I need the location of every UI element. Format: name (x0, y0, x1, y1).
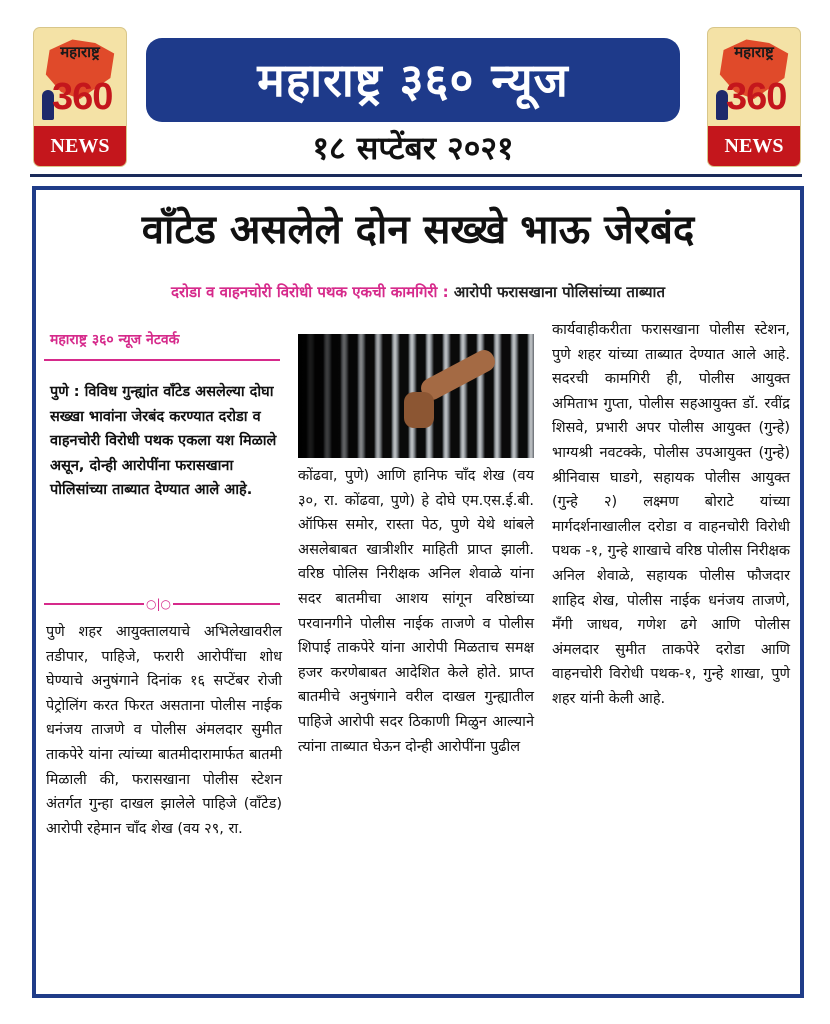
issue-date: १८ सप्टेंबर २०२१ (312, 129, 514, 167)
ornament-divider-icon (44, 596, 280, 612)
logo-top-text: महाराष्ट्र (734, 43, 774, 61)
article-frame (32, 186, 804, 998)
hand-shape (404, 392, 434, 428)
headline: वॉंटेड असलेले दोन सख्खे भाऊ जेरबंद (141, 207, 695, 253)
subheadline-highlight: दरोडा व वाहनचोरी विरोधी पथक एकची कामगिरी : (170, 283, 449, 301)
photo-shadow (298, 334, 388, 458)
subheadline-text: आरोपी फरासखाना पोलिसांच्या ताब्यात (448, 283, 665, 301)
subheadline (36, 282, 800, 302)
logo-number: 360 (52, 76, 113, 118)
logo-number: 360 (726, 76, 787, 118)
logo-news-label: NEWS (34, 126, 126, 166)
body-column-2: कोंढवा, पुणे) आणि हानिफ चॉंद शेख (वय ३०, रा. कोंढवा, पुणे) हे दोघे एम.एस.ई.बी. ऑफिस समोर, रास्ता पेठ, पुणे येथे थांबले असलेबाबत खात्रीशीर माहिती प्राप्त झाली. वरिष्ठ पोलिस निरीक्षक अनिल शेवाळे यांना सदर बातमीचा आशय सांगून वरिष्ठांच्या परवानगीने पोलीस नाईक ताजणे व पोलीस शिपाई ताकपेरे यांना आरोपी मिळताच समक्ष हजर करणेबाबत आदेशित केले होते. प्राप्त बातमीचे अनुषंगाने वरील दाखल गुन्ह्यातील पाहिजे आरोपी सदर ठिकाणी मिळुन आल्याने त्यांना ताब्यात घेऊन दोन्ही आरोपींना पुढील (298, 468, 534, 755)
masthead-title: महाराष्ट्र ३६० न्यूज (146, 38, 680, 122)
body-column-3: कार्यवाहीकरीता फरासखाना पोलीस स्टेशन, पुणे शहर यांच्या ताब्यात देण्यात आले आहे. सदरची कामगिरी ही, पोलीस आयुक्त अमिताभ गुप्ता, पोलीस सहआयुक्त डॉ. रवींद्र शिसवे, प्रभारी अपर पोलीस आयुक्त (गुन्हे) भाग्यश्री नवटक्के, पोलीस उपआयुक्त (गुन्हे) श्रीनिवास घाडगे, सहायक पोलीस आयुक्त (गुन्हे २) लक्ष्मण बोराटे यांच्या मार्गदर्शनाखालील दरोडा व वाहनचोरी विरोधी पथक -१, गुन्हे शाखाचे वरिष्ठ पोलीस निरीक्षक अनिल शेवाळे, सहायक पोलीस फौजदार शाहिद शेख, पोलीस नाईक धनंजय ताजणे, मॅंगी जाधव, गणेश ढगे आणि पोलीस अंमलदार सुमीत ताकपेरे दरोडा आणि वाहनचोरी विरोधी पथक-१, गुन्हे शाखा, पुणे शहर यांनी केली आहे. (552, 322, 790, 707)
logo-top-text: महाराष्ट्र (60, 43, 100, 61)
ornament-divider-icon (44, 352, 280, 368)
knot-icon: ○|○ (146, 597, 171, 611)
body-column-1: पुणे शहर आयुक्तालयाचे अभिलेखावरील तडीपार, पाहिजे, फरारी आरोपींचा शोध घेण्याचे अनुषंगाने दिनांक १६ सप्टेंबर रोजी पेट्रोलिंग करत फिरत असताना पोलीस नाईक धनंजय ताजणे व पोलीस अंमलदार सुमीत ताकपेरे यांना त्यांच्या बातमीदारामार्फत बातमी मिळाली की, फरासखाना पोलीस स्टेशन अंतर्गत गुन्हा दाखल झालेले पाहिजे (वॉंटेड) आरोपी रहेमान चॉंद शेख (वय २९, रा. (46, 624, 282, 837)
prison-bars-photo (298, 334, 534, 458)
lead-paragraph: पुणे : विविध गुन्ह्यांत वॉंटेड असलेल्या दोघा सख्खा भावांना जेरबंद करण्यात दरोडा व वाहनचोरी विरोधी पथक एकला यश मिळाले असून, दोन्ही आरोपींना फरासखाना पोलिसांच्या ताब्यात देण्यात आले आहे. (50, 384, 277, 499)
byline: महाराष्ट्र ३६० न्यूज नेटवर्क (50, 332, 180, 348)
right-logo (708, 28, 800, 166)
divider-line (44, 359, 280, 361)
logo-news-label: NEWS (708, 126, 800, 166)
left-logo (34, 28, 126, 166)
masthead-divider (30, 174, 802, 177)
